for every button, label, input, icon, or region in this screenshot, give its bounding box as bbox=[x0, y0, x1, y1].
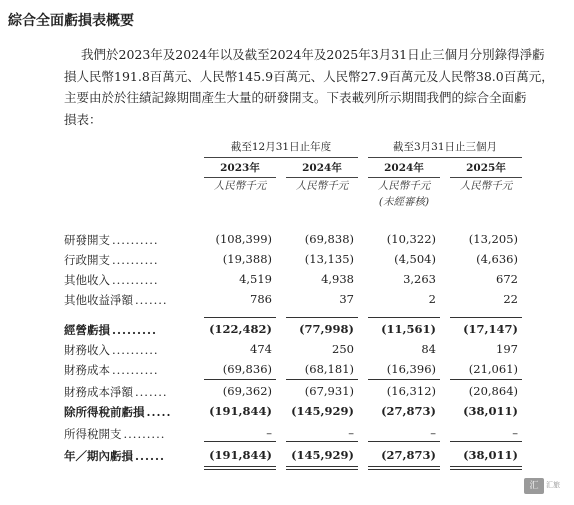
row-label bbox=[64, 232, 159, 248]
cell-value: (10,322) bbox=[386, 232, 436, 246]
table-row bbox=[64, 270, 554, 290]
header-year-2024: 2024年 bbox=[286, 160, 358, 178]
cell-value: – bbox=[430, 426, 436, 440]
header-period-2025: 2025年 bbox=[450, 160, 522, 178]
cell-value: (69,836) bbox=[222, 362, 272, 376]
paragraph-line: 我們於2023年及2024年以及截至2024年及2025年3月31日止三個月分別錄得淨虧 bbox=[81, 47, 545, 62]
table-row bbox=[64, 250, 554, 270]
cell-value: (38,011) bbox=[463, 404, 518, 418]
unit-label: 人民幣千元 bbox=[295, 180, 349, 192]
row-label-text: 研發開支 bbox=[64, 233, 110, 247]
leader-dots: ..... bbox=[146, 405, 172, 419]
cell-value: 786 bbox=[250, 292, 272, 306]
leader-dots: ....... bbox=[135, 293, 168, 307]
cell-value: (20,864) bbox=[468, 384, 518, 398]
table-row bbox=[64, 290, 554, 310]
cell-value: 84 bbox=[421, 342, 436, 356]
table-row bbox=[64, 402, 554, 422]
cell-value: (68,181) bbox=[304, 362, 354, 376]
table-row bbox=[64, 382, 554, 402]
subtotal-rule bbox=[204, 379, 276, 380]
cell-value: (122,482) bbox=[209, 322, 272, 336]
cell-value: (191,844) bbox=[209, 404, 272, 418]
leader-dots: ....... bbox=[135, 385, 168, 399]
row-label bbox=[64, 448, 165, 464]
leader-dots: .......... bbox=[112, 273, 159, 287]
cell-value: (16,312) bbox=[386, 384, 436, 398]
unaudited-label: (未經審核) bbox=[378, 196, 430, 208]
row-label bbox=[64, 404, 172, 420]
total-double-rule bbox=[286, 466, 358, 470]
leader-dots: .......... bbox=[112, 363, 159, 377]
cell-value: (11,561) bbox=[381, 322, 436, 336]
row-label bbox=[64, 342, 159, 358]
leader-dots: ......... bbox=[123, 427, 166, 441]
cell-value: (145,929) bbox=[291, 404, 354, 418]
leader-dots: .......... bbox=[112, 253, 159, 267]
table-row bbox=[64, 360, 554, 380]
cell-value: (13,205) bbox=[468, 232, 518, 246]
cell-value: (13,135) bbox=[304, 252, 354, 266]
row-label-text: 財務成本 bbox=[64, 363, 110, 377]
table-row bbox=[64, 340, 554, 360]
row-label bbox=[64, 362, 159, 378]
table-row bbox=[64, 230, 554, 250]
cell-value: 4,519 bbox=[239, 272, 272, 286]
subtotal-rule bbox=[450, 441, 522, 442]
watermark-text: 汇旅 bbox=[546, 481, 560, 489]
header-group-year: 截至12月31日止年度 bbox=[204, 139, 358, 158]
total-double-rule bbox=[368, 466, 440, 470]
row-label bbox=[64, 252, 159, 268]
cell-value: (16,396) bbox=[386, 362, 436, 376]
leader-dots: .......... bbox=[112, 343, 159, 357]
subtotal-rule bbox=[286, 379, 358, 380]
header-year-2023: 2023年 bbox=[204, 160, 276, 178]
cell-value: (27,873) bbox=[381, 448, 436, 462]
document-title: 綜合全面虧損表概要 bbox=[8, 13, 134, 29]
total-double-rule bbox=[450, 466, 522, 470]
cell-value: (191,844) bbox=[209, 448, 272, 462]
cell-value: 197 bbox=[496, 342, 518, 356]
unit-label: 人民幣千元 bbox=[459, 180, 513, 192]
subtotal-rule bbox=[450, 317, 522, 318]
row-label bbox=[64, 272, 159, 288]
cell-value: (19,388) bbox=[222, 252, 272, 266]
unit-label: 人民幣千元 bbox=[213, 180, 267, 192]
subtotal-rule bbox=[204, 317, 276, 318]
header-period-2024: 2024年 bbox=[368, 160, 440, 178]
unit-label: 人民幣千元 bbox=[377, 180, 431, 192]
cell-value: (77,998) bbox=[299, 322, 354, 336]
cell-value: (4,504) bbox=[394, 252, 436, 266]
subtotal-rule bbox=[286, 317, 358, 318]
subtotal-rule bbox=[204, 441, 276, 442]
cell-value: (69,838) bbox=[304, 232, 354, 246]
cell-value: (21,061) bbox=[468, 362, 518, 376]
paragraph-line: 主要由於於往績記錄期間產生大量的研發開支。下表載列所示期間我們的綜合全面虧 bbox=[64, 90, 527, 105]
row-label-text: 年／期內虧損 bbox=[64, 449, 133, 463]
header-group-quarter: 截至3月31日止三個月 bbox=[368, 139, 522, 158]
paragraph-line: 損人民幣191.8百萬元、人民幣145.9百萬元、人民幣27.9百萬元及人民幣38.0百萬元， bbox=[64, 68, 554, 84]
cell-value: – bbox=[512, 426, 518, 440]
subtotal-rule bbox=[450, 379, 522, 380]
cell-value: 2 bbox=[428, 292, 436, 306]
leader-dots: ......... bbox=[112, 323, 158, 337]
cell-value: 474 bbox=[250, 342, 272, 356]
row-label bbox=[64, 322, 157, 338]
row-label-text: 行政開支 bbox=[64, 253, 110, 267]
cell-value: (108,399) bbox=[215, 232, 272, 246]
subtotal-rule bbox=[286, 441, 358, 442]
row-label bbox=[64, 426, 165, 442]
cell-value: (69,362) bbox=[222, 384, 272, 398]
cell-value: – bbox=[348, 426, 354, 440]
total-double-rule bbox=[204, 466, 276, 470]
row-label-text: 經營虧損 bbox=[64, 323, 110, 337]
watermark-logo-icon: 汇 bbox=[524, 478, 544, 494]
row-label-text: 其他收入 bbox=[64, 273, 110, 287]
leader-dots: .......... bbox=[112, 233, 159, 247]
leader-dots: ...... bbox=[135, 449, 166, 463]
row-label-text: 財務收入 bbox=[64, 343, 110, 357]
table-row bbox=[64, 446, 554, 466]
cell-value: (27,873) bbox=[381, 404, 436, 418]
cell-value: 37 bbox=[339, 292, 354, 306]
row-label-text: 所得稅開支 bbox=[64, 427, 122, 441]
subtotal-rule bbox=[368, 317, 440, 318]
cell-value: (4,636) bbox=[476, 252, 518, 266]
cell-value: (17,147) bbox=[463, 322, 518, 336]
row-label-text: 除所得稅前虧損 bbox=[64, 405, 145, 419]
cell-value: – bbox=[266, 426, 272, 440]
cell-value: (145,929) bbox=[291, 448, 354, 462]
cell-value: (67,931) bbox=[304, 384, 354, 398]
row-label bbox=[64, 292, 168, 308]
row-label bbox=[64, 384, 168, 400]
subtotal-rule bbox=[368, 441, 440, 442]
row-label-text: 財務成本淨額 bbox=[64, 385, 133, 399]
intro-paragraph bbox=[64, 44, 562, 130]
cell-value: 250 bbox=[332, 342, 354, 356]
cell-value: 672 bbox=[496, 272, 518, 286]
table-row bbox=[64, 320, 554, 340]
subtotal-rule bbox=[368, 379, 440, 380]
cell-value: 22 bbox=[503, 292, 518, 306]
cell-value: 4,938 bbox=[321, 272, 354, 286]
cell-value: 3,263 bbox=[403, 272, 436, 286]
paragraph-line: 損表： bbox=[64, 111, 102, 127]
cell-value: (38,011) bbox=[463, 448, 518, 462]
row-label-text: 其他收益淨額 bbox=[64, 293, 133, 307]
